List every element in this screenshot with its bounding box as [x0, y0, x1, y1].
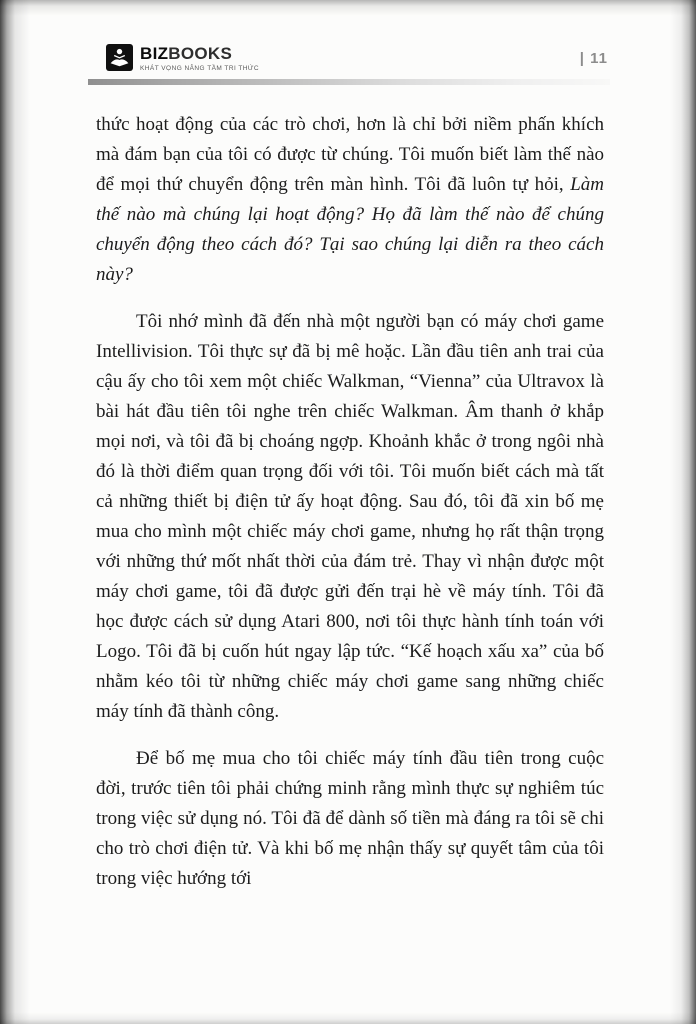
header-divider	[88, 79, 610, 85]
logo-biz: BIZ	[140, 44, 169, 63]
paragraph	[96, 307, 604, 727]
logo-books: BOOKS	[168, 44, 233, 63]
bizbooks-logo-icon	[106, 44, 133, 71]
page-edge-shadow-bottom	[0, 1012, 696, 1024]
logo-text-block	[140, 44, 259, 72]
paragraph	[96, 744, 604, 894]
body-text-segment: Để bố mẹ mua cho tôi chiếc máy tính đầu tiên trong cuộc đời, trước tiên tôi phải chứng minh rằng mình thực sự nghiêm túc trong việc sử dụng nó. Tôi đã để dành số tiền mà đáng ra tôi sẽ chi cho trò chơi điện tử. Và khi bố mẹ nhận thấy sự quyết tâm của tôi trong việc hướng tới	[96, 748, 604, 889]
logo-title	[140, 44, 259, 64]
body-text-segment: Tôi nhớ mình đã đến nhà một người bạn có máy chơi game Intellivision. Tôi thực sự đã bị mê hoặc. Lần đầu tiên anh trai của cậu ấy cho tôi xem một chiếc Walkman, “Vienna” của Ultravox là bài hát đầu tiên tôi nghe trên chiếc Walkman. Âm thanh ở khắp mọi nơi, và tôi đã bị choáng ngợp. Khoảnh khắc ở trong ngôi nhà đó là thời điểm quan trọng đối với tôi. Tôi muốn biết cách mà tất cả những thiết bị điện tử ấy hoạt động. Sau đó, tôi đã xin bố mẹ mua cho mình một chiếc máy chơi game, nhưng họ rất thận trọng với những thứ mốt nhất thời của đám trẻ. Thay vì nhận được một máy chơi game, tôi đã được gửi đến trại hè về máy tính. Tôi đã học được cách sử dụng Atari 800, nơi tôi thực hành tính toán với Logo. Tôi đã bị cuốn hút ngay lập tức. “Kế hoạch xấu xa” của bố nhằm kéo tôi từ những chiếc máy chơi game sang những chiếc máy tính đã thành công.	[96, 311, 604, 722]
logo-tagline: KHÁT VỌNG NÂNG TẦM TRI THỨC	[140, 65, 260, 72]
page-number: | 11	[579, 50, 608, 67]
body-text-segment: thức hoạt động của các trò chơi, hơn là chỉ bởi niềm phấn khích mà đám bạn của tôi có được từ chúng. Tôi muốn biết làm thế nào để mọi thứ chuyển động trên màn hình. Tôi đã luôn tự hỏi,	[96, 114, 604, 195]
page-edge-shadow-left	[0, 0, 30, 1024]
italic-text: Làm thế nào mà chúng lại hoạt động? Họ đã làm thế nào để chúng chuyển động theo cách đó? Tại sao chúng lại diễn ra theo cách này?	[96, 174, 604, 285]
bizbooks-logo	[106, 44, 259, 72]
paragraph	[96, 110, 604, 290]
page-content	[96, 110, 604, 894]
page-edge-shadow-right	[670, 0, 696, 1024]
page-header	[0, 0, 696, 72]
